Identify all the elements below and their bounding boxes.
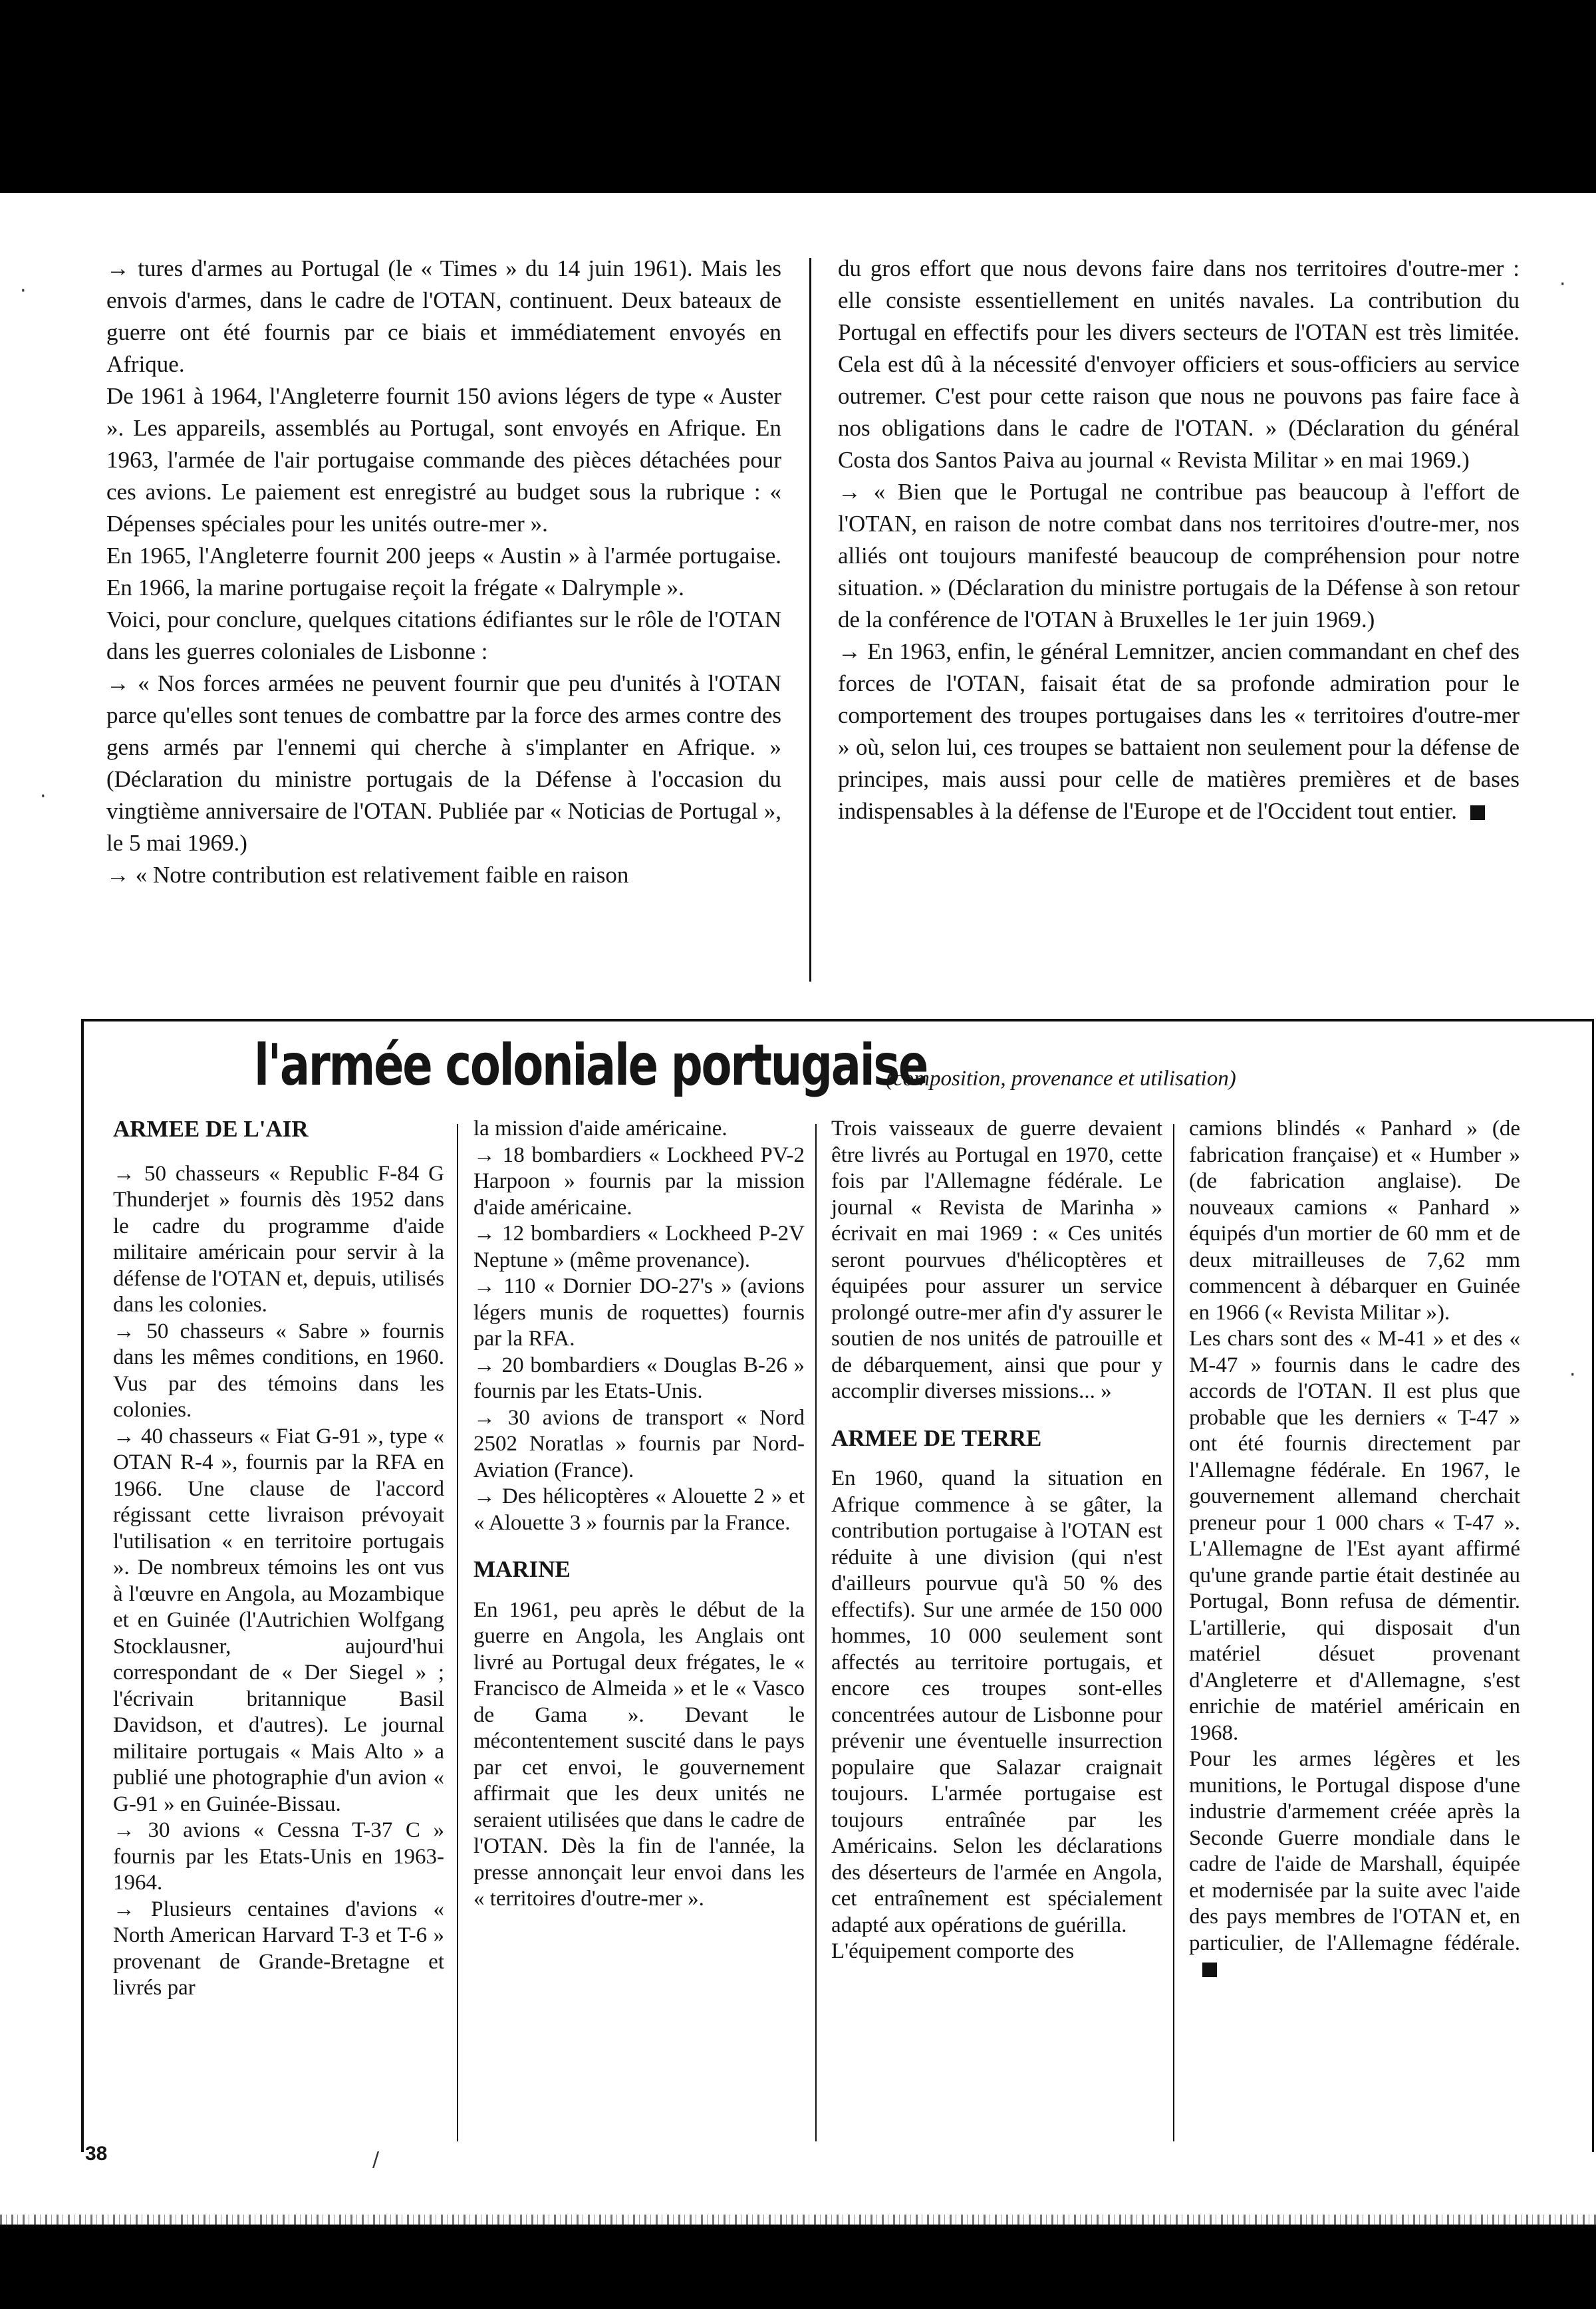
- column-divider: [457, 1124, 458, 2141]
- paragraph: De 1961 à 1964, l'Angleterre fournit 150 avions légers de type « Auster ». Les appareils, assemblés au Portugal, sont envoyés en Afrique. En 1963, l'armée de l'air portugaise commande des pièces détachées pour ces avions. Le paiement est enregistré au budget sous la rubrique : « Dépenses spéciales pour les unités outre-mer ».: [106, 383, 781, 537]
- section-heading-air: ARMEE DE L'AIR: [113, 1116, 309, 1142]
- scan-speck: ·: [1559, 273, 1566, 296]
- list-item: → 12 bombardiers « Lockheed P-2V Neptune » (même provenance).: [473, 1222, 805, 1272]
- column-divider: [809, 258, 811, 982]
- list-item: → 20 bombardiers « Douglas B-26 » fournis par les Etats-Unis.: [473, 1353, 805, 1403]
- scan-speck: ·: [1569, 1363, 1576, 1387]
- paragraph: Les chars sont des « M-41 » et des « M-47 » fournis dans le cadre des accords de l'OTAN. Il est plus que probable que les derniers « T-47 » ont été fournis directement par l'Allemagne fédérale. En 1967, le gouvernement allemand cherchait preneur pour 1 000 chars « T-47 ». L'Allemagne de l'Est ayant affirmé qu'une grande partie était destinée au Portugal, Bonn refusa de démentir. L'artillerie, qui disposait d'un matériel désuet provenant d'Angleterre et d'Allemagne, s'est enrichie de matériel américain en 1968.: [1189, 1327, 1520, 1745]
- end-of-article-mark: [1202, 1963, 1217, 1977]
- scan-speck: ·: [20, 279, 27, 303]
- paragraph-text: → En 1963, enfin, le général Lemnitzer, ancien commandant en chef des forces de l'OTAN, faisait état de sa profonde admiration pour le comportement des troupes portugaises dans les « territoires d'outre-mer » où, selon lui, ces troupes se battaient non seulement pour la défense de principes, mais aussi pour celle de matières premières et de bases indispensables à la défense de l'Europe et de l'Occident tout entier.: [838, 638, 1520, 824]
- column-divider: [1173, 1124, 1174, 2141]
- paragraph: du gros effort que nous devons faire dans nos territoires d'outre-mer : elle consiste essentiellement en unités navales. La contribution du Portugal en effectifs pour les divers secteurs de l'OTAN est très limitée. Cela est dû à la nécessité d'envoyer officiers et sous-officiers au service outremer. C'est pour cette raison que nous ne pouvons pas faire face à nos obligations dans le cadre de l'OTAN. » (Déclaration du général Costa dos Santos Paiva au journal « Revista Militar » en mai 1969.): [838, 255, 1520, 473]
- list-item: → Des hélicoptères « Alouette 2 » et « Alouette 3 » fournis par la France.: [473, 1484, 805, 1535]
- list-item: → 40 chasseurs « Fiat G-91 », type « OTAN R-4 », fournis par la RFA en 1966. Une clause de l'accord régissant cette livraison prévoyait l'utilisation « en territoire portugais ». De nombreux témoins les ont vus à l'œuvre en Angola, au Mozambique et en Guinée (l'Autrichien Wolfgang Stocklausner, aujourd'hui correspondant de « Der Siegel » ; l'écrivain britannique Basil Davidson, et d'autres). Le journal militaire portugais « Mais Alto » a publié une photographie d'un avion « G-91 » en Guinée-Bissau.: [113, 1424, 444, 1816]
- scan-speck: /: [372, 2148, 380, 2171]
- list-item: → Plusieurs centaines d'avions « North American Harvard T-3 et T-6 » provenant de Grande-Bretagne et livrés par: [113, 1897, 444, 2000]
- paragraph: [1189, 1746, 1520, 1983]
- list-item: → 30 avions de transport « Nord 2502 Noratlas » fournis par Nord-Aviation (France).: [473, 1405, 805, 1482]
- section-heading-terre: ARMEE DE TERRE: [831, 1425, 1042, 1451]
- paragraph: En 1961, peu après le début de la guerre en Angola, les Anglais ont livré au Portugal deux frégates, le « Francisco de Almeida » et le « Vasco de Gama ». Devant le mécontentement suscité dans le pays par cet envoi, le gouvernement affirmait que les deux unités ne seraient utilisées que dans le cadre de l'OTAN. Dès la fin de l'année, la presse annonçait leur envoi dans les « territoires d'outre-mer ».: [473, 1597, 805, 1911]
- article-column-left: [106, 253, 781, 891]
- scan-border-top: [0, 0, 1596, 193]
- scan-border-bottom: [0, 2225, 1596, 2309]
- list-item: → 110 « Dornier DO-27's » (avions légers munis de roquettes) fournis par la RFA.: [473, 1274, 805, 1351]
- list-item: → 50 chasseurs « Republic F-84 G Thunderjet » fournis dès 1952 dans le cadre du programme d'aide militaire américain pour servir à la défense de l'OTAN et, depuis, utilisés dans les colonies.: [113, 1161, 444, 1317]
- page-number: 38: [85, 2143, 108, 2165]
- paragraph: camions blindés « Panhard » (de fabrication française) et « Humber » (de fabrication anglaise). De nouveaux camions « Panhard » équipés d'un mortier de 60 mm et de deux mitrailleuses de 7,62 mm commencent à débarquer en Guinée en 1966 (« Revista Militar »).: [1189, 1117, 1520, 1325]
- list-item: → 18 bombardiers « Lockheed PV-2 Harpoon » fournis par la mission d'aide américaine.: [473, 1143, 805, 1220]
- scan-speck: ·: [40, 785, 47, 808]
- paragraph: En 1960, quand la situation en Afrique commence à se gâter, la contribution portugaise à l'OTAN est réduite à une division (qui n'est d'ailleurs pourvue qu'à 50 % des effectifs). Sur une armée de 150 000 hommes, 10 000 seulement sont affectés au territoire portugais, et encore ces troupes sont-elles concentrées autour de Lisbonne pour prévenir une éventuelle insurrection populaire que Salazar craignait toujours. L'armée portugaise est toujours entraînée par les Américains. Selon les déclarations des déserteurs de l'armée en Angola, cet entraînement est spécialement adapté aux opérations de guérilla.: [831, 1466, 1162, 1937]
- sidebar-column-2: [473, 1116, 805, 1913]
- paragraph-text: Pour les armes légères et les munitions, le Portugal dispose d'une industrie d'armement créée après la Seconde Guerre mondiale dans le cadre de l'aide de Marshall, équipée et modernisée par la suite avec l'aide des pays membres de l'OTAN et, en particulier, de l'Allemagne fédérale.: [1189, 1747, 1520, 1955]
- sidebar-title: l'armée coloniale portugaise: [254, 1032, 928, 1099]
- article-column-right: [838, 253, 1520, 827]
- paragraph: Voici, pour conclure, quelques citations édifiantes sur le rôle de l'OTAN dans les guerres coloniales de Lisbonne :: [106, 607, 781, 664]
- list-item: → 50 chasseurs « Sabre » fournis dans les mêmes conditions, en 1960. Vus par des témoins dans les colonies.: [113, 1319, 444, 1422]
- paragraph: → tures d'armes au Portugal (le « Times » du 14 juin 1961). Mais les envois d'armes, dans le cadre de l'OTAN, continuent. Deux bateaux de guerre ont été fournis par ce biais et immédiatement envoyés en Afrique.: [106, 255, 781, 377]
- paragraph: Trois vaisseaux de guerre devaient être livrés au Portugal en 1970, cette fois par l'Allemagne fédérale. Le journal « Revista de Marinha » écrivait en mai 1969 : « Ces unités seront pourvues d'hélicoptères et équipées pour assurer un service prolongé outre-mer afin d'y assurer le soutien de nos unités de patrouille et de débarquement, ainsi que pour y accomplir diverses missions... »: [831, 1117, 1162, 1403]
- end-of-article-mark: [1470, 805, 1485, 820]
- sidebar-column-4: [1189, 1116, 1520, 1983]
- paragraph: → « Nos forces armées ne peuvent fournir que peu d'unités à l'OTAN parce qu'elles sont tenues de combattre par la force des armes contre des gens armés par l'ennemi qui cherche à s'implanter en Afrique. » (Déclaration du ministre portugais de la Défense à l'occasion du vingtième anniversaire de l'OTAN. Publiée par « Noticias de Portugal », le 5 mai 1969.): [106, 670, 781, 856]
- sidebar-title-block: [254, 1032, 1236, 1099]
- sidebar-subtitle: (composition, provenance et utilisation): [886, 1067, 1236, 1091]
- paragraph: → « Bien que le Portugal ne contribue pas beaucoup à l'effort de l'OTAN, en raison de notre combat dans nos territoires d'outre-mer, nos alliés ont toujours manifesté beaucoup de compréhension pour notre situation. » (Déclaration du ministre portugais de la Défense à son retour de la conférence de l'OTAN à Bruxelles le 1er juin 1969.): [838, 479, 1520, 632]
- section-heading-marine: MARINE: [473, 1556, 571, 1582]
- list-item: la mission d'aide américaine.: [473, 1117, 728, 1141]
- paragraph: [838, 636, 1520, 827]
- paragraph: → « Notre contribution est relativement faible en raison: [106, 862, 629, 888]
- column-divider: [815, 1124, 817, 2141]
- paragraph: L'équipement comporte des: [831, 1939, 1075, 1963]
- sidebar-column-1: [113, 1116, 444, 2002]
- sidebar-column-3: [831, 1116, 1162, 1965]
- list-item: → 30 avions « Cessna T-37 C » fournis par les Etats-Unis en 1963-1964.: [113, 1818, 444, 1895]
- paragraph: En 1965, l'Angleterre fournit 200 jeeps « Austin » à l'armée portugaise. En 1966, la marine portugaise reçoit la frégate « Dalrymple ».: [106, 543, 781, 601]
